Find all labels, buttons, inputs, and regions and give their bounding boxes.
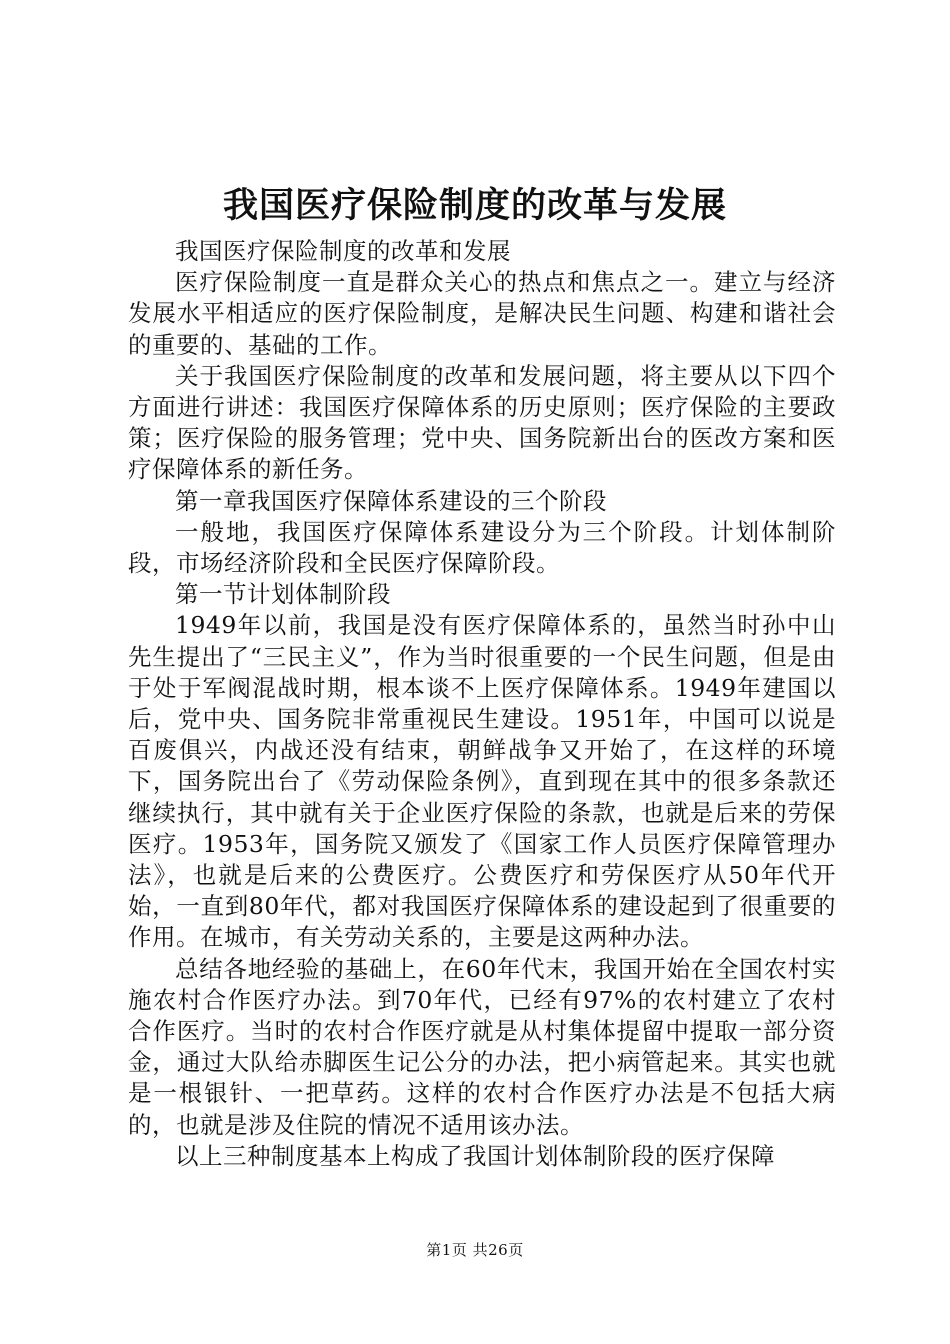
paragraph-subtitle: 我国医疗保险制度的改革和发展 bbox=[175, 237, 511, 265]
paragraph: 关于我国医疗保险制度的改革和发展问题，将主要从以下四个方面进行讲述：我国医疗保障体系的历史原则；医疗保险的主要政策；医疗保险的服务管理；党中央、国务院新出台的医改方案和医疗保障体系的新任务。 bbox=[128, 361, 836, 484]
paragraph: 1949年以前，我国是没有医疗保障体系的，虽然当时孙中山先生提出了“三民主义”，作为当时很重要的一个民生问题，但是由于处于军阀混战时期，根本谈不上医疗保障体系。1949年建国以后，党中央、国务院非常重视民生建设。1951年，中国可以说是百废俱兴，内战还没有结束，朝鲜战争又开始了，在这样的环境下，国务院出台了《劳动保险条例》，直到现在其中的很多条款还继续执行，其中就有关于企业医疗保险的条款，也就是后来的劳保医疗。1953年，国务院又颁发了《国家工作人员医疗保障管理办法》，也就是后来的公费医疗。公费医疗和劳保医疗从50年代开始，一直到80年代，都对我国医疗保障体系的建设起到了很重要的作用。在城市，有关劳动关系的，主要是这两种办法。 bbox=[128, 611, 836, 952]
document-body bbox=[128, 236, 836, 1172]
document-title: 我国医疗保险制度的改革与发展 bbox=[222, 186, 727, 226]
paragraph: 一般地，我国医疗保障体系建设分为三个阶段。计划体制阶段，市场经济阶段和全民医疗保障阶段。 bbox=[128, 517, 836, 578]
page-footer: 第1页 共26页 bbox=[426, 1241, 524, 1259]
chapter-heading: 第一章我国医疗保障体系建设的三个阶段 bbox=[175, 486, 607, 515]
paragraph: 医疗保险制度一直是群众关心的热点和焦点之一。建立与经济发展水平相适应的医疗保险制度，是解决民生问题、构建和谐社会的重要的、基础的工作。 bbox=[128, 268, 836, 359]
section-heading: 第一节计划体制阶段 bbox=[175, 580, 391, 609]
paragraph: 以上三种制度基本上构成了我国计划体制阶段的医疗保障 bbox=[175, 1141, 775, 1170]
paragraph: 总结各地经验的基础上，在60年代末，我国开始在全国农村实施农村合作医疗办法。到70年代，已经有97%的农村建立了农村合作医疗。当时的农村合作医疗就是从村集体提留中提取一部分资金，通过大队给赤脚医生记公分的办法，把小病管起来。其实也就是一根银针、一把草药。这样的农村合作医疗办法是不包括大病的，也就是涉及住院的情况不适用该办法。 bbox=[128, 954, 836, 1139]
